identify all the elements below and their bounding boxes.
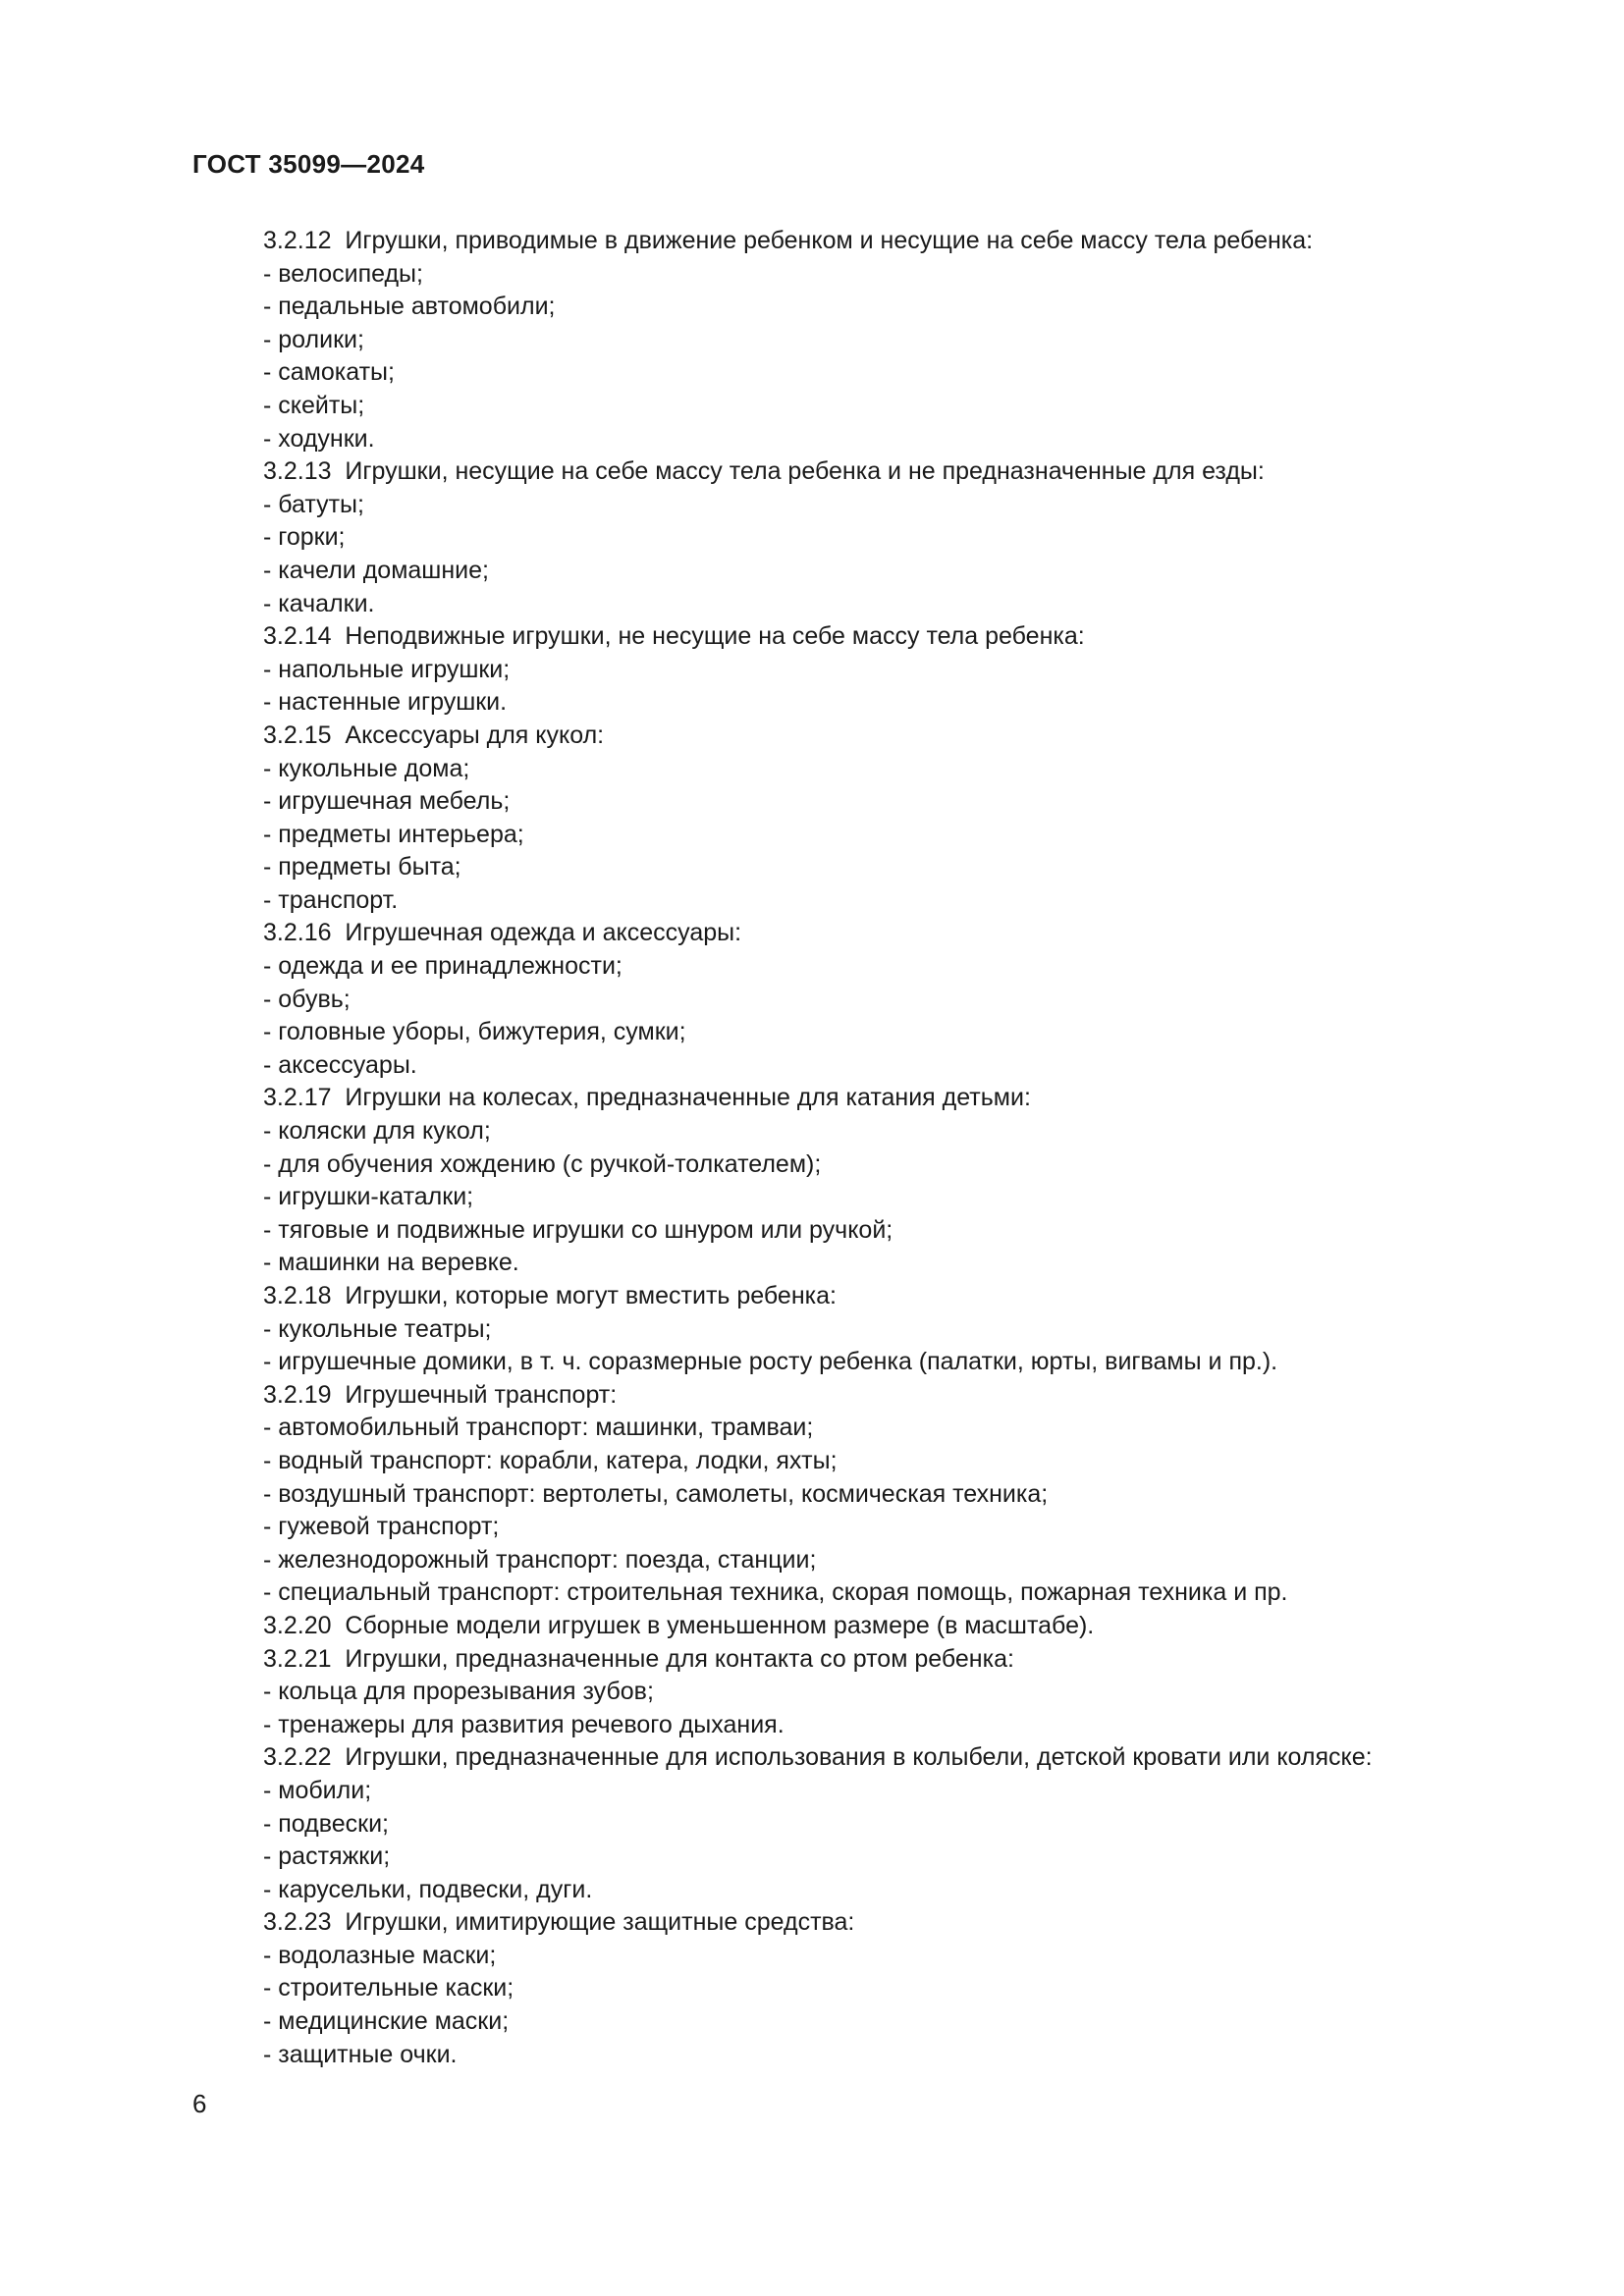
section-heading: 3.2.13 Игрушки, несущие на себе массу тела ребенка и не предназначенные для езды: [263,457,1265,486]
list-item: - растяжки; [263,1842,391,1871]
list-item: - аксессуары. [263,1050,417,1079]
list-item: - машинки на веревке. [263,1249,519,1277]
list-item: - автомобильный транспорт: машинки, трамваи; [263,1414,814,1442]
list-item: - гужевой транспорт; [263,1513,500,1541]
page-number: 6 [192,2089,207,2118]
section-heading: 3.2.18 Игрушки, которые могут вместить ребенка: [263,1282,837,1309]
list-item: - одежда и ее принадлежности; [263,952,623,981]
list-item: - медицинские маски; [263,2007,510,2036]
section-heading: 3.2.21 Игрушки, предназначенные для контакта со ртом ребенка: [263,1644,1014,1673]
document-body [263,225,1540,2071]
list-item: - кукольные дома; [263,754,470,782]
list-item: - тренажеры для развития речевого дыхания. [263,1710,785,1738]
section-heading: 3.2.14 Неподвижные игрушки, не несущие на себе массу тела ребенка: [263,622,1085,651]
list-item: - велосипеды; [263,259,423,288]
list-item: - водолазные маски; [263,1941,497,1969]
list-item: - горки; [263,523,346,552]
list-item: - специальный транспорт: строительная техника, скорая помощь, пожарная техника и пр. [263,1578,1288,1607]
list-item: - мобили; [263,1776,372,1804]
list-item: - коляски для кукол; [263,1117,491,1146]
list-item: - водный транспорт: корабли, катера, лодки, яхты; [263,1446,838,1474]
list-item: - защитные очки. [263,2040,458,2068]
list-item: - скейты; [263,391,365,419]
section-heading: 3.2.17 Игрушки на колесах, предназначенные для катания детьми: [263,1084,1031,1112]
list-item: - кольца для прорезывания зубов; [263,1678,654,1706]
list-item: - карусельки, подвески, дуги. [263,1875,593,1903]
list-item: - головные уборы, бижутерия, сумки; [263,1018,686,1046]
list-item: - самокаты; [263,358,395,387]
section-heading: 3.2.15 Аксессуары для кукол: [263,721,605,749]
list-item: - строительные каски; [263,1974,514,2002]
list-item: - тяговые и подвижные игрушки со шнуром или ручкой; [263,1215,893,1244]
list-item: - напольные игрушки; [263,655,511,683]
section-heading: 3.2.16 Игрушечная одежда и аксессуары: [263,919,742,947]
list-item: - предметы быта; [263,853,461,881]
section-heading: 3.2.20 Сборные модели игрушек в уменьшенном размере (в масштабе). [263,1611,1095,1639]
list-item: - ролики; [263,325,364,353]
section-heading: 3.2.19 Игрушечный транспорт: [263,1380,618,1409]
list-item: - игрушечные домики, в т. ч. соразмерные росту ребенка (палатки, юрты, вигвамы и пр.). [263,1348,1278,1376]
list-item: - качели домашние; [263,556,489,584]
section-heading: 3.2.22 Игрушки, предназначенные для использования в колыбели, детской кровати или коляске: [263,1743,1373,1772]
list-item: - игрушечная мебель; [263,787,511,816]
list-item: - железнодорожный транспорт: поезда, станции; [263,1545,817,1574]
list-item: - качалки. [263,589,375,617]
list-item: - предметы интерьера; [263,820,524,848]
list-item: - подвески; [263,1809,390,1838]
list-item: - батуты; [263,490,364,518]
list-item: - транспорт. [263,885,399,914]
list-item: - педальные автомобили; [263,293,556,321]
list-item: - ходунки. [263,424,375,453]
section-heading: 3.2.23 Игрушки, имитирующие защитные средства: [263,1908,855,1937]
section-heading: 3.2.12 Игрушки, приводимые в движение ребенком и несущие на себе массу тела ребенка: [263,227,1314,254]
list-item: - воздушный транспорт: вертолеты, самолеты, космическая техника; [263,1479,1049,1508]
list-item: - для обучения хождению (с ручкой-толкателем); [263,1149,822,1178]
list-item: - настенные игрушки. [263,688,508,717]
list-item: - кукольные театры; [263,1314,492,1343]
list-item: - обувь; [263,985,351,1013]
list-item: - игрушки-каталки; [263,1183,474,1211]
document-header-title: ГОСТ 35099—2024 [192,149,425,179]
